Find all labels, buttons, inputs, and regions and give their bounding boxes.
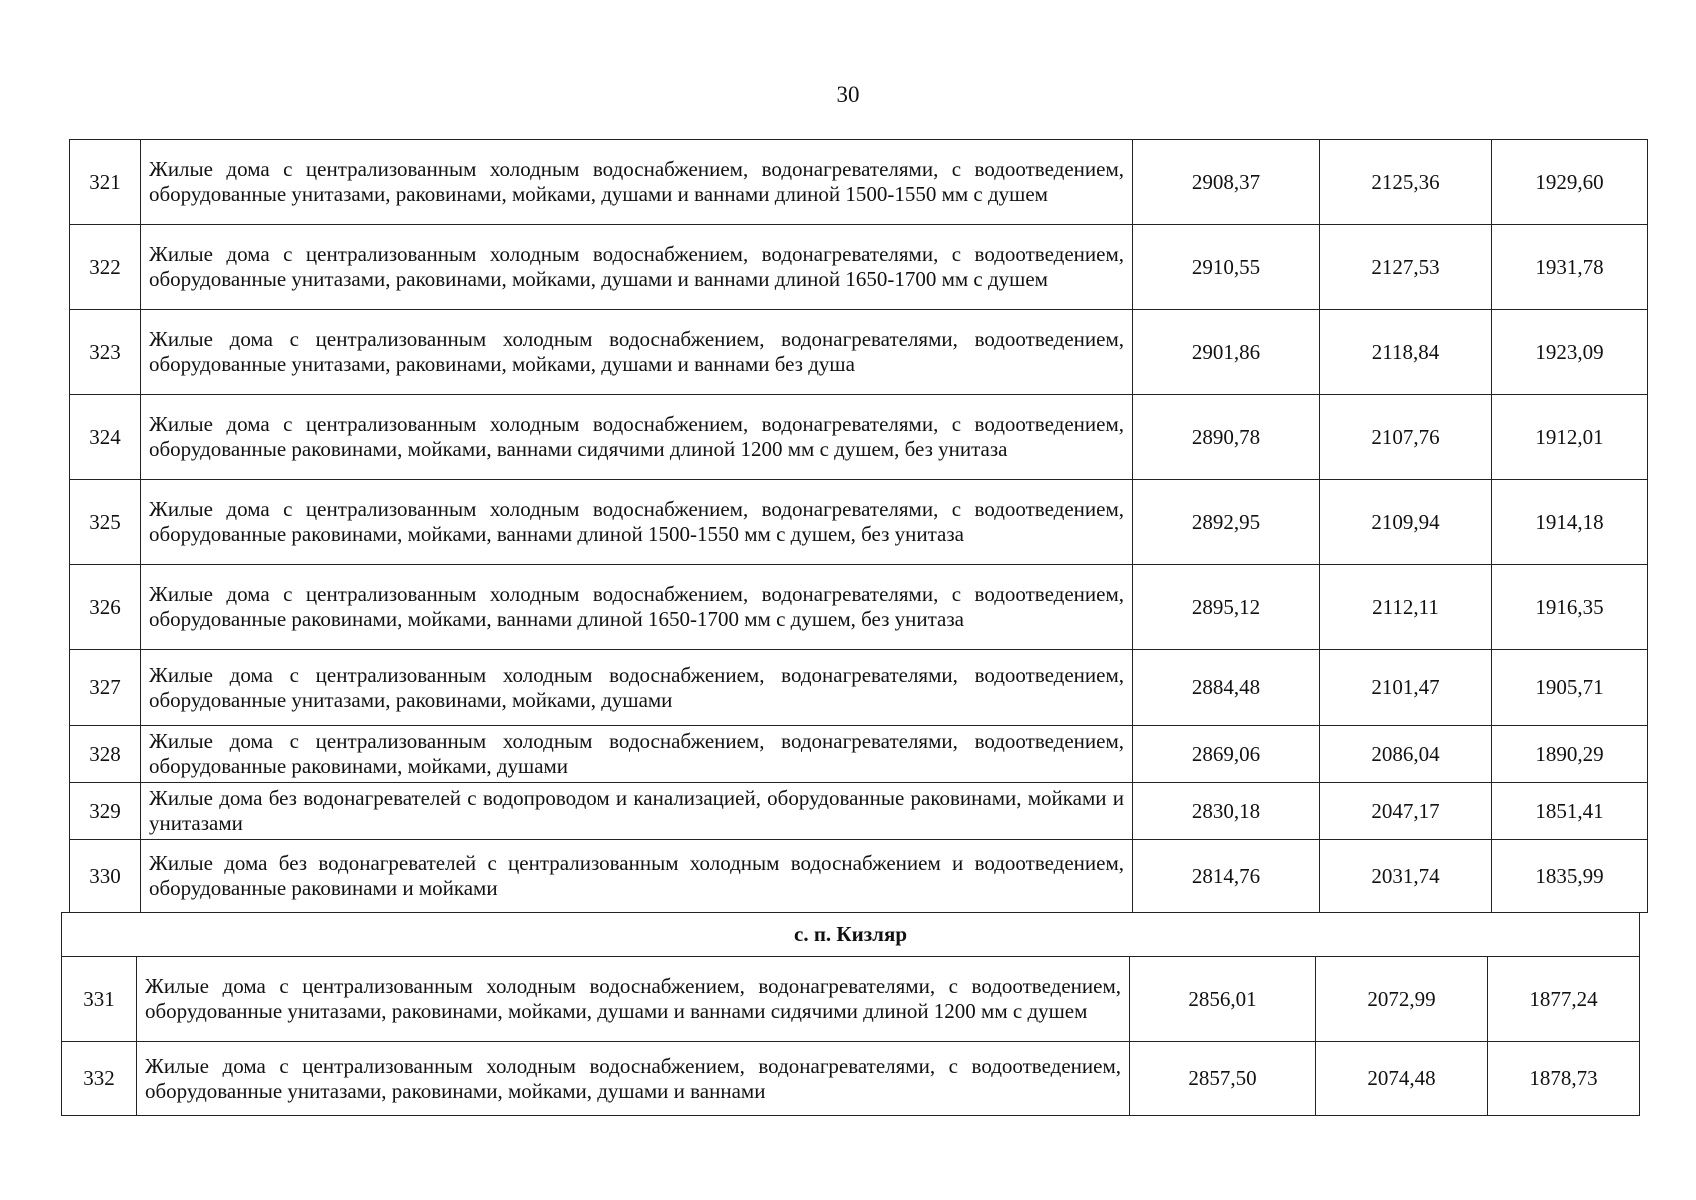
row-description: Жилые дома с централизованным холодным водоснабжением, водонагревателями, с водоотведением, оборудованные раковинами, мойками, ваннами длиной 1650-1700 мм с душем, без унитаза <box>141 565 1133 650</box>
table-row <box>70 395 1648 480</box>
row-value-1: 2910,55 <box>1133 225 1320 310</box>
row-description: Жилые дома с централизованным холодным водоснабжением, водонагревателями, с водоотведением, оборудованные унитазами, раковинами, мойками, душами и ваннами длиной 1500-1550 мм с душем <box>141 140 1133 225</box>
row-value-2: 2109,94 <box>1320 480 1492 565</box>
row-number: 328 <box>70 726 141 783</box>
row-value-2: 2031,74 <box>1320 840 1492 913</box>
row-description: Жилые дома с централизованным холодным водоснабжением, водонагревателями, водоотведением, оборудованные унитазами, раковинами, мойками, душами и ваннами без душа <box>141 310 1133 395</box>
section-title: с. п. Кизляр <box>62 913 1640 957</box>
row-value-1: 2890,78 <box>1133 395 1320 480</box>
row-description: Жилые дома без водонагревателей с водопроводом и канализацией, оборудованные раковинами, мойками и унитазами <box>141 783 1133 840</box>
row-value-3: 1835,99 <box>1492 840 1648 913</box>
row-value-2: 2127,53 <box>1320 225 1492 310</box>
table-row <box>62 957 1640 1042</box>
row-description: Жилые дома без водонагревателей с централизованным холодным водоснабжением и водоотведением, оборудованные раковинами и мойками <box>141 840 1133 913</box>
row-value-3: 1905,71 <box>1492 650 1648 726</box>
table-row <box>70 225 1648 310</box>
row-description: Жилые дома с централизованным холодным водоснабжением, водонагревателями, с водоотведением, оборудованные унитазами, раковинами, мойками, душами и ваннами <box>137 1042 1130 1116</box>
row-number: 323 <box>70 310 141 395</box>
row-value-2: 2107,76 <box>1320 395 1492 480</box>
table-row <box>70 480 1648 565</box>
row-value-1: 2901,86 <box>1133 310 1320 395</box>
row-value-2: 2074,48 <box>1316 1042 1488 1116</box>
table-row <box>70 783 1648 840</box>
row-value-1: 2856,01 <box>1130 957 1316 1042</box>
tariff-table-bottom <box>61 912 1640 1116</box>
table-row <box>70 726 1648 783</box>
row-number: 329 <box>70 783 141 840</box>
row-value-3: 1914,18 <box>1492 480 1648 565</box>
row-value-3: 1878,73 <box>1488 1042 1640 1116</box>
row-value-3: 1923,09 <box>1492 310 1648 395</box>
row-value-2: 2047,17 <box>1320 783 1492 840</box>
row-value-3: 1912,01 <box>1492 395 1648 480</box>
row-value-1: 2892,95 <box>1133 480 1320 565</box>
row-value-1: 2830,18 <box>1133 783 1320 840</box>
table-row <box>70 565 1648 650</box>
row-value-1: 2814,76 <box>1133 840 1320 913</box>
table-row <box>70 650 1648 726</box>
row-description: Жилые дома с централизованным холодным водоснабжением, водонагревателями, водоотведением, оборудованные раковинами, мойками, душами <box>141 726 1133 783</box>
row-number: 331 <box>62 957 137 1042</box>
row-value-2: 2118,84 <box>1320 310 1492 395</box>
row-value-2: 2112,11 <box>1320 565 1492 650</box>
row-number: 325 <box>70 480 141 565</box>
page-number: 30 <box>836 82 860 107</box>
table-row <box>70 140 1648 225</box>
row-value-2: 2101,47 <box>1320 650 1492 726</box>
row-number: 330 <box>70 840 141 913</box>
row-description: Жилые дома с централизованным холодным водоснабжением, водонагревателями, с водоотведением, оборудованные унитазами, раковинами, мойками, душами и ваннами сидячими длиной 1200 мм с душем <box>137 957 1130 1042</box>
row-value-3: 1877,24 <box>1488 957 1640 1042</box>
row-value-3: 1929,60 <box>1492 140 1648 225</box>
row-value-1: 2884,48 <box>1133 650 1320 726</box>
row-number: 327 <box>70 650 141 726</box>
row-value-1: 2908,37 <box>1133 140 1320 225</box>
section-header-row <box>62 913 1640 957</box>
tariff-table-top <box>69 139 1648 913</box>
row-value-2: 2072,99 <box>1316 957 1488 1042</box>
row-description: Жилые дома с централизованным холодным водоснабжением, водонагревателями, с водоотведением, оборудованные унитазами, раковинами, мойками, душами и ваннами длиной 1650-1700 мм с душем <box>141 225 1133 310</box>
row-value-3: 1931,78 <box>1492 225 1648 310</box>
table-row <box>70 840 1648 913</box>
row-value-1: 2895,12 <box>1133 565 1320 650</box>
row-value-3: 1851,41 <box>1492 783 1648 840</box>
row-value-1: 2869,06 <box>1133 726 1320 783</box>
table-row <box>62 1042 1640 1116</box>
row-value-1: 2857,50 <box>1130 1042 1316 1116</box>
table-row <box>70 310 1648 395</box>
row-description: Жилые дома с централизованным холодным водоснабжением, водонагревателями, с водоотведением, оборудованные раковинами, мойками, ваннами сидячими длиной 1200 мм с душем, без унитаза <box>141 395 1133 480</box>
row-value-3: 1890,29 <box>1492 726 1648 783</box>
row-value-2: 2086,04 <box>1320 726 1492 783</box>
row-number: 321 <box>70 140 141 225</box>
row-number: 332 <box>62 1042 137 1116</box>
row-number: 326 <box>70 565 141 650</box>
row-number: 322 <box>70 225 141 310</box>
row-description: Жилые дома с централизованным холодным водоснабжением, водонагревателями, водоотведением, оборудованные унитазами, раковинами, мойками, душами <box>141 650 1133 726</box>
row-description: Жилые дома с централизованным холодным водоснабжением, водонагревателями, с водоотведением, оборудованные раковинами, мойками, ваннами длиной 1500-1550 мм с душем, без унитаза <box>141 480 1133 565</box>
row-number: 324 <box>70 395 141 480</box>
row-value-2: 2125,36 <box>1320 140 1492 225</box>
row-value-3: 1916,35 <box>1492 565 1648 650</box>
